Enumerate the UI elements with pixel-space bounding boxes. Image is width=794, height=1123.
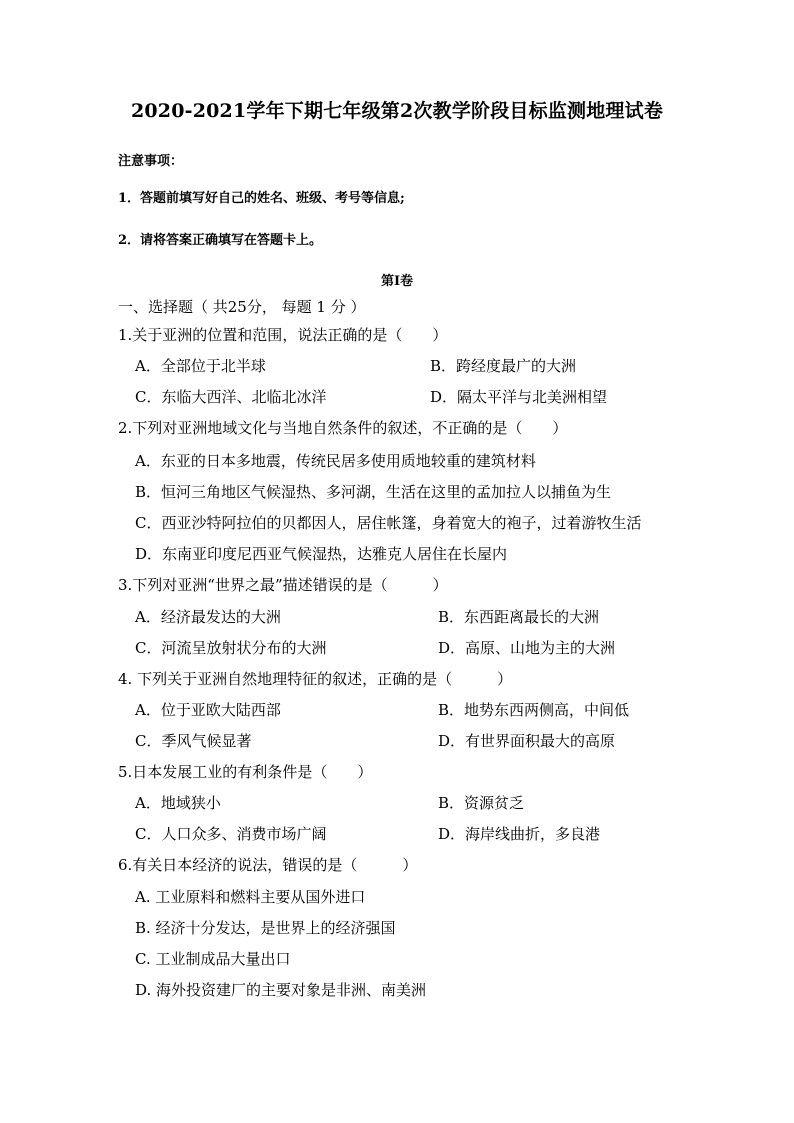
notes-heading: 注意事项： [118,154,184,169]
question-6-option-d: D. 海外投资建厂的主要对象是非洲、南美洲 [135,981,427,999]
question-6-option-a: A. 工业原料和燃料主要从国外进口 [135,888,366,906]
question-3-option-a: A．经济最发达的大洲 [135,608,281,626]
question-4-stem: 4. 下列关于亚洲自然地理特征的叙述，正确的是（ ） [118,670,513,688]
volume-label: 第I卷 [380,274,414,289]
question-5-option-b: B．资源贫乏 [438,794,525,812]
question-6-option-b: B. 经济十分发达，是世界上的经济强国 [135,919,396,937]
question-3-option-c: C．河流呈放射状分布的大洲 [135,639,327,657]
question-2-stem: 2.下列对亚洲地域文化与当地自然条件的叙述，不正确的是（ ） [118,419,568,437]
question-1-option-a: A．全部位于北半球 [135,357,266,375]
question-6-stem: 6.有关日本经济的说法，错误的是（ ） [118,856,418,874]
question-2-option-c: C．西亚沙特阿拉伯的贝都因人，居住帐篷，身着宽大的袍子，过着游牧生活 [135,514,642,532]
question-1-option-d: D．隔太平洋与北美洲相望 [430,388,608,406]
question-3-option-b: B．东西距离最长的大洲 [438,608,600,626]
note-item-1: 1．答题前填写好自己的姓名、班级、考号等信息; [118,191,405,206]
question-6-option-c: C. 工业制成品大量出口 [135,950,291,968]
question-1-stem: 1.关于亚洲的位置和范围，说法正确的是（ ） [118,326,448,344]
question-1-option-b: B．跨经度最广的大洲 [430,357,577,375]
question-5-option-d: D．海岸线曲折，多良港 [438,825,601,843]
section-heading: 一、选择题（ 共25分， 每题 1 分 ） [118,298,366,316]
question-2-option-b: B．恒河三角地区气候湿热、多河湖，生活在这里的孟加拉人以捕鱼为生 [135,483,612,501]
note-item-2: 2．请将答案正确填写在答题卡上。 [118,233,323,248]
question-4-option-a: A．位于亚欧大陆西部 [135,701,281,719]
exam-title: 2020-2021学年下期七年级第2次教学阶段目标监测地理试卷 [130,100,664,122]
question-1-option-c: C．东临大西洋、北临北冰洋 [135,388,327,406]
question-2-option-d: D．东南亚印度尼西亚气候湿热，达雅克人居住在长屋内 [135,545,508,563]
question-2-option-a: A．东亚的日本多地震，传统民居多使用质地较重的建筑材料 [135,452,536,470]
question-4-option-d: D．有世界面积最大的高原 [438,732,616,750]
question-5-stem: 5.日本发展工业的有利条件是（ ） [118,763,373,781]
question-4-option-c: C．季风气候显著 [135,732,252,750]
question-3-stem: 3.下列对亚洲“世界之最”描述错误的是（ ） [118,576,448,594]
question-5-option-c: C．人口众多、消费市场广阔 [135,825,327,843]
question-4-option-b: B．地势东西两侧高，中间低 [438,701,630,719]
question-5-option-a: A．地域狭小 [135,794,221,812]
question-3-option-d: D．高原、山地为主的大洲 [438,639,616,657]
